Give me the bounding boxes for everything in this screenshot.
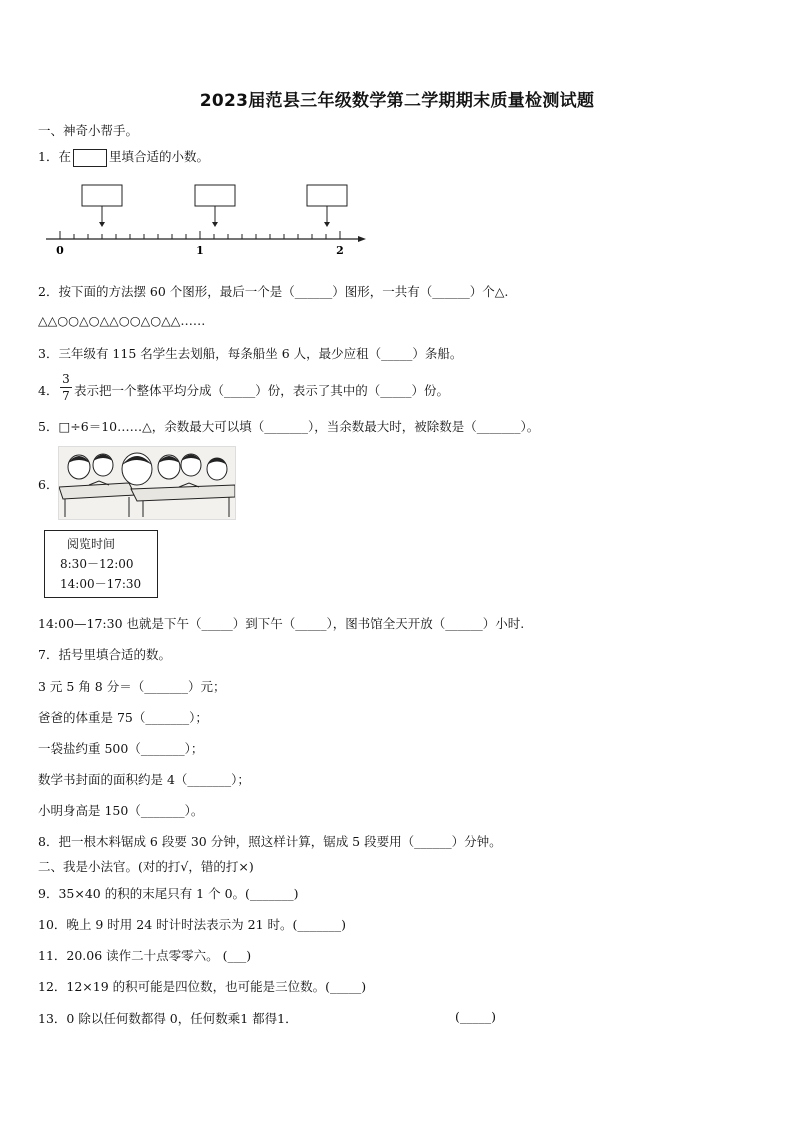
reading-hours-morning: 8:30－12:00: [60, 557, 134, 571]
question-5: 5．□÷6＝10……△，余数最大可以填（_______），当余数最大时，被除数是（_______）。: [38, 419, 540, 434]
number-line-label-1: 1: [196, 244, 204, 257]
question-7-item-2: 爸爸的体重是 75（_______）；: [38, 710, 208, 725]
arrow-down-icon: [324, 222, 330, 227]
q1-blank-box: [73, 149, 107, 167]
number-line-label-0: 0: [56, 244, 64, 257]
question-4: 表示把一个整体平均分成（_____）份，表示了其中的（_____）份。: [74, 383, 450, 398]
number-line-box-2: [195, 185, 235, 206]
number-line: [40, 180, 370, 260]
reading-hours-box: [44, 530, 158, 598]
q1-prefix: 1．在: [38, 149, 71, 164]
question-13-blank: (_____): [455, 1009, 497, 1024]
question-9: 9．35×40 的积的末尾只有 1 个 0。(_______): [38, 886, 299, 901]
question-2: 2．按下面的方法摆 60 个图形，最后一个是（______）图形，一共有（______）个△.: [38, 284, 509, 299]
arrow-right-icon: [358, 236, 366, 242]
question-6: 14:00—17:30 也就是下午（_____）到下午（_____），图书馆全天开放（______）小时.: [38, 616, 525, 631]
question-7-item-4: 数学书封面的面积约是 4（_______）；: [38, 772, 250, 787]
question-11: 11．20.06 读作二十点零零六。 (___): [38, 948, 252, 963]
reading-hours-title: 阅览时间: [67, 537, 116, 551]
question-7-item-1: 3 元 5 角 8 分＝（_______）元；: [38, 679, 226, 694]
q1-suffix: 里填合适的小数。: [108, 149, 209, 164]
question-13: 13．0 除以任何数都得 0，任何数乘1 都得1．: [38, 1011, 298, 1026]
section-1-heading: 一、神奇小帮手。: [38, 123, 139, 138]
question-1: [38, 147, 209, 167]
question-7: 7．括号里填合适的数。: [38, 647, 171, 662]
question-8: 8．把一根木料锯成 6 段要 30 分钟，照这样计算，锯成 5 段要用（______）分钟。: [38, 834, 502, 849]
number-line-box-3: [307, 185, 347, 206]
library-children-illustration: [58, 446, 236, 520]
question-7-item-5: 小明身高是 150（_______）。: [38, 803, 204, 818]
question-2-pattern: △△○○△○△△○○△○△△……: [38, 313, 206, 328]
question-12: 12．12×19 的积可能是四位数，也可能是三位数。(_____): [38, 979, 367, 994]
question-7-item-3: 一袋盐约重 500（_______）；: [38, 741, 204, 756]
question-10: 10．晚上 9 时用 24 时计时法表示为 21 时。(_______): [38, 917, 347, 932]
fraction-three-sevenths: [60, 372, 72, 403]
number-line-label-2: 2: [336, 244, 344, 257]
page-title: 2023届范县三年级数学第二学期期末质量检测试题: [199, 91, 595, 111]
number-line-box-1: [82, 185, 122, 206]
reading-hours-afternoon: 14:00－17:30: [60, 577, 142, 591]
arrow-down-icon: [212, 222, 218, 227]
question-3: 3．三年级有 115 名学生去划船，每条船坐 6 人，最少应租（_____）条船。: [38, 346, 463, 361]
fraction-denominator: 7: [62, 389, 70, 403]
fraction-numerator: 3: [62, 372, 70, 386]
arrow-down-icon: [99, 222, 105, 227]
section-2-heading: 二、我是小法官。(对的打√，错的打×): [38, 859, 254, 874]
question-4-prefix: 4．: [38, 383, 59, 398]
question-6-label: 6．: [38, 477, 59, 492]
